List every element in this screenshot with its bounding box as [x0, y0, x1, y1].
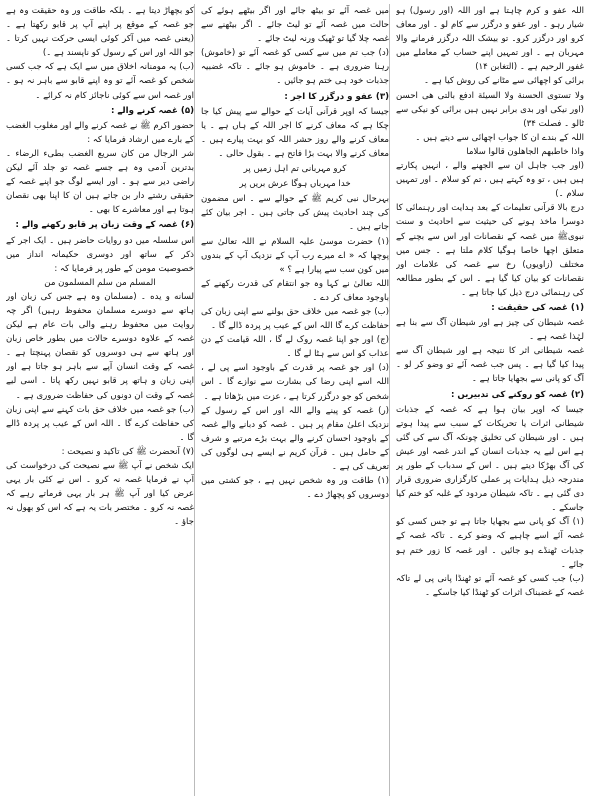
paragraph: (ب) یہ مومنانہ اخلاق میں سے ایک ہے کہ جب کسی شخص کو غصہ آئے تو وہ اپنے قابو سے باہر نہ ہو ۔ اور غصہ اس سے کوئی ناجائز کام نہ کرائے ۔	[6, 62, 194, 101]
paragraph: لسانه و یده ۔ (مسلمان وہ ہے جس کی زبان اور ہاتھ سے دوسرے مسلمان محفوظ رہیں) اگر چہ روایت میں محفوظ رہنے والی بات عام ہے لیکن غصہ کے علاوہ دوسرے حالات میں بطور خاص زبان اور ہاتھ سے ہی دوسروں کو نقصان پہنچتا ہے ۔ غصہ کے وقت انسان آپے سے باہر ہو جاتا ہے اور اپنی زبان و ہاتھ پر قابو نہیں رکھ پاتا ۔ اسی لیے غصہ کے وقت ان دونوں کی حفاظت ضروری ہے ۔	[6, 291, 194, 401]
paragraph: ایک شخص نے آپ ﷺ سے نصیحت کی درخواست کی آپ نے فرمایا غصہ نہ کرو ۔ اس نے کئی بار یہی عرض کیا اور آپ ﷺ ہر بار یہی فرماتے رہے کہ غصہ نہ کرو ۔ مختصر بات یہ ہے کہ اس کو بھول نہ جاؤ ۔	[6, 461, 194, 528]
paragraph: جیسا کہ اوپر بیان ہوا ہے کہ غصہ کے جذبات شیطانی اثرات یا تحریکات کے سبب سے پیدا ہوتے ہیں ۔ اور شیطان کی تخلیق چونکہ آگ سے کی گئی ہے اس لیے یہ جذبات انسان کے اندر غصہ اور عیش کی آگ بھڑکا دیتے ہیں ۔ اس کے سدباب کے طور پر مندرجہ ذیل ہدایات پر عملی کارگزاری ضروری قرار دی گئی ہے ۔ تاکہ شیطان مردود کے غلبہ کو ختم کیا جاسکے ۔	[396, 404, 584, 514]
paragraph: (ب) جو غصہ میں خلاف حق بات کہنے سے اپنی زبان کی حفاظت کرے گا ۔ اللہ اس کے عیب پر پردہ ڈالے گا ۔	[6, 404, 194, 443]
paragraph: اس سلسلہ میں دو روایات حاضر ہیں ۔ ایک اجر کے ذکر کے ساتھ اور دوسری حکیمانہ انداز میں خصوصیت مومن کے طور پر فرمایا کہ :	[6, 235, 194, 274]
paragraph: (۱) طاقت ور وہ شخص نہیں ہے ، جو کشتی میں دوسروں کو پچھاڑ دے ۔	[201, 476, 389, 501]
paragraph: واذا خاطبھم الجاھلون قالوا سلاما	[466, 146, 584, 157]
paragraph: اللہ تعالیٰ نے کہا وہ جو انتقام کی قدرت رکھنے کے باوجود معاف کر دے ۔	[201, 278, 389, 303]
paragraph: (۱) آگ کو پانی سے بجھایا جاتا ہے تو جس کسی کو غصہ آئے اسے چاہیے کہ وضو کرے ۔ تاکہ غصہ کے جذبات ٹھنڈے ہو جائیں ۔ اور غصہ کا زور ختم ہو جائے ۔	[396, 517, 584, 570]
paragraph: اللہ کے بندے ان کا جواب اچھائی سے دیتے ہیں ۔	[415, 132, 584, 143]
paragraph: غصہ شیطان کی چیز ہے اور شیطان آگ سے بنا ہے لہٰذا غصہ ہے ۔	[396, 318, 584, 343]
verse-line: خدا مہرباں ہوگا عرش بریں پر	[239, 179, 351, 190]
paragraph: ولا تستوی الحسنة ولا السیئة ادفع بالتی ھی احسن (اور نیکی اور بدی برابر نہیں ہیں برائی کو نیکی سے ٹالو ۔ فصلت ۳۴)	[396, 90, 584, 129]
paragraph: میں غصہ آئے تو بیٹھ جائے اور اگر بیٹھے ہوئے کی حالت میں غصہ آئے تو لیٹ جائے ۔ اگر بیٹھنے سے غصہ چلا گیا تو ٹھیک ورنہ لیٹ جائے ۔	[201, 6, 389, 45]
paragraph: (د) اور جو غصہ پر قدرت کے باوجود اسے پی لے ، اللہ اسے اپنی رضا کی بشارت سے نوازے گا ۔ اس شخص کو جو درگزر کرتا ہے ، عزت میں بڑھاتا ہے ۔	[201, 363, 389, 402]
paragraph: (اور جب جاہل ان سے الجھنے والے ، انہیں پکارتے ہیں ہیں ، تو وہ کہتے ہیں ، تم کو سلام ۔ اور تمہیں سلام ۔)	[396, 161, 584, 200]
paragraph: حضور اکرم ﷺ نے غصہ کرنے والے اور مغلوب الغضب کے بارے میں ارشاد فرمایا کہ :	[6, 120, 194, 145]
section-heading: (۵) غصہ کرنے والے :	[110, 105, 194, 116]
paragraph: (۷) آنحضرت ﷺ کی تاکید و نصیحت :	[61, 446, 194, 457]
paragraph: غصہ شیطانی اثر کا نتیجہ ہے اور شیطان آگ سے پیدا کیا گیا ہے ۔ پس جب غصہ آئے تو وضو کر لو ۔ آگ کو پانی سے بجھایا جاتا ہے ۔	[396, 346, 584, 385]
paragraph: برائی کو اچھائی سے مٹانے کی روش کیا ہے ۔	[424, 76, 584, 87]
paragraph: کو بچھاڑ دیتا ہے ۔ بلکہ طاقت ور وہ حقیقت وہ ہے جو غصہ کے موقع پر اپنے آپ پر قابو رکھتا ہے ۔ (یعنی غصہ میں آکر کوئی ایسی حرکت نہیں کرتا ۔ جو اللہ اور اس کے رسول کو ناپسند ہے ۔)	[6, 6, 194, 59]
paragraph: (د) جب تم میں سے کسی کو غصہ آئے تو (خاموش) رہنا ضروری ہے ۔ خاموش ہو جائے ۔ تاکہ غضبیہ جذبات خود ہی ختم ہو جائیں ۔	[201, 48, 389, 87]
section-heading: (۲) غصہ کو روکنے کی تدبیریں :	[450, 389, 584, 400]
paragraph: (ج) اور جو اپنا غصہ روک لے گا ، اللہ قیامت کے دن عذاب کو اس سے ہٹا لے گا ۔	[201, 335, 389, 360]
paragraph: بہرحال نبی کریم ﷺ کے حوالے سے ۔ اس مضمون کی چند احادیث پیش کی جاتی ہیں ۔ اجر بیان کئے جاتے ہیں ۔	[201, 194, 389, 233]
middle-column	[201, 4, 390, 796]
paragraph: (ر) غصہ کو پینے والے اللہ اور اس کے رسول کے نزدیک اعلیٰ مقام پر ہیں ۔ غصہ کو دبانے والے غصہ کے باوجود احسان کرنے والے بہت بڑے مرتبے و شرف کے حامل ہیں ۔ قرآن کریم نے ایسے ہی لوگوں کی تعریف کی ہے ۔	[201, 405, 389, 472]
paragraph: المسلم من سلم المسلمون من	[44, 277, 156, 288]
paragraph: (ب) جو غصہ میں خلاف حق بولنے سے اپنی زبان کی حفاظت کرے گا اللہ اس کے عیب پر پردہ ڈالے گا ۔	[201, 306, 389, 332]
paragraph: اللہ عفو و کرم چاہتا ہے اور اللہ (اور رسول) ہو شیار رہو ۔ اور عفو و درگزر سے کام لو ۔ اور معاف کرو اور درگزر کرو۔ تو بیشک اللہ درگزر فرمانے والا مہربان ہے ۔ اور تمہیں اپنے حساب کے معاملے میں غفور الرحیم ہے ۔ (التغابن ۱۴)	[396, 6, 584, 73]
right-column	[396, 4, 584, 796]
paragraph: (ب) جب کسی کو غصہ آئے تو ٹھنڈا پانی پی لے تاکہ غصہ کے غضبناک اثرات کو ٹھنڈا کیا جاسکے ۔	[396, 573, 584, 598]
verse-line: کرو مہربانی تم اہل زمیں پر	[243, 164, 347, 175]
paragraph: شر الرجال من کان سریع الغضب بطیء الرضاء ۔ بدترین آدمی وہ ہے جسے غصہ تو جلد آئے لیکن راضی دیر سے ہو ۔ اور ایسے لوگ جو اپنے غصہ کے حقیقی رشتے دار بن جاتے ہیں ان کا اپنا بھی نقصان ہوتا ہے اور معاشرے کا بھی ۔	[6, 148, 194, 216]
section-heading: (۱) غصہ کی حقیقت :	[491, 302, 584, 313]
section-heading: (۶) غصہ کے وقت زبان پر قابو رکھنے والے :	[15, 220, 194, 231]
left-column	[6, 4, 195, 796]
paragraph: جیسا کہ اوپر قرآنی آیات کے حوالے سے پیش کیا جا چکا ہے کہ معاف کرنے کا اجر اللہ کے ہاں ہے ۔ یا معاف کرنے والے روز حشر اللہ کو بہت پیارے ہیں ۔ معاف کرنے والا بہت بڑا فاتح ہے ۔ بقول حالی ۔	[201, 106, 389, 159]
section-heading: (۳) عفو و درگزر کا اجر :	[284, 91, 389, 102]
paragraph: درج بالا قرآنی تعلیمات کے بعد ہدایت اور رہنمائی کا دوسرا ماخذ ہونے کی حیثیت سے احادیث و سنت نبویﷺ میں غصہ کے نقصانات اور اس سے بچنے کے متعلق اچھا خاصا ہوگیا کلام ملتا ہے ۔ جس میں مختلف (زاویوں) رخ سے غصہ کی علامات اور نقصانات کو بیان کیا گیا ہے ۔ اس کے بطور مطالعہ کی رہنمائی درج ذیل کیا جاتا ہے ۔	[396, 203, 584, 298]
paragraph: (۱) حضرت موسیٰ علیہ السلام نے اللہ تعالیٰ سے پوچھا کہ « اے میرے رب آپ کے نزدیک آپ کے بندوں میں کون سب سے پیارا ہے ؟ »	[201, 236, 389, 275]
